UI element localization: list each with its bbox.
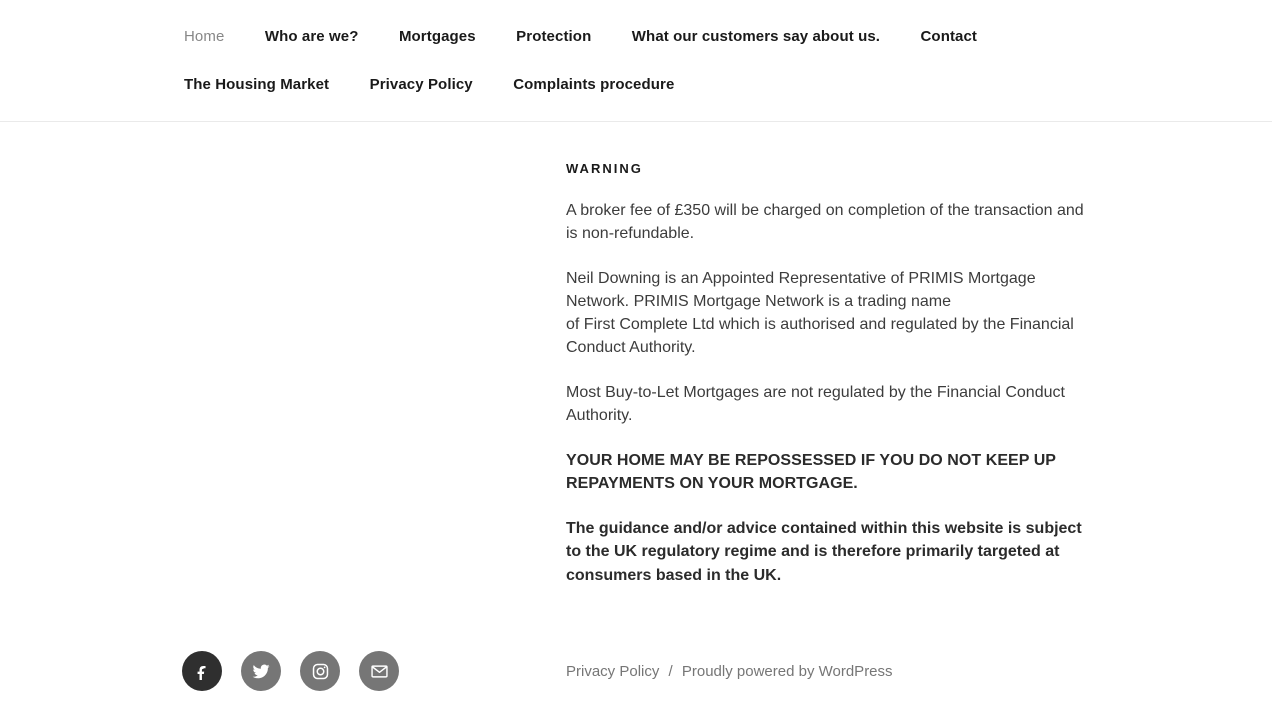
main-content [0,121,1272,631]
nav-link-home[interactable]: Home [184,28,225,45]
site-header [0,0,1272,122]
nav-link-contact[interactable]: Contact [920,28,978,45]
paragraph-line: YOUR HOME MAY BE REPOSSESSED IF YOU DO NOT KEEP UP REPAYMENTS ON YOUR MORTGAGE. [566,451,1056,493]
nav-row-1 [184,18,1232,55]
paragraph-appointed-representative [566,267,1096,359]
nav-item-testimonials[interactable] [632,18,880,55]
nav-item-who-are-we[interactable] [265,18,359,55]
social-item-twitter[interactable] [241,651,281,691]
paragraph-line: The guidance and/or advice contained within this website is subject to the UK regulatory regime and is therefore primarily targeted at consumers based in the UK. [566,519,1082,584]
social-item-facebook[interactable] [182,651,222,691]
nav-link-complaints-procedure[interactable]: Complaints procedure [513,76,675,93]
nav-item-privacy-policy[interactable] [370,66,473,103]
paragraph-line: Most Buy-to-Let Mortgages are not regulated by the Financial Conduct Authority. [566,383,1065,424]
nav-item-housing-market[interactable] [184,66,329,103]
paragraph-broker-fee [566,199,1096,245]
instagram-icon [311,662,330,681]
footer-privacy-policy-link[interactable]: Privacy Policy [566,663,660,680]
social-links-list [182,651,399,691]
nav-item-home[interactable] [184,18,224,55]
nav-link-privacy-policy[interactable]: Privacy Policy [369,76,473,93]
nav-link-testimonials[interactable]: What our customers say about us. [631,28,881,45]
facebook-link[interactable] [182,651,222,691]
paragraph-repossession-warning [566,449,1096,496]
twitter-link[interactable] [241,651,281,691]
site-footer [0,631,1272,720]
paragraph-line: of First Complete Ltd which is authorised and regulated by the Financial Conduct Authority. [566,315,1074,356]
nav-row-2 [184,66,1232,103]
nav-item-complaints-procedure[interactable] [513,66,674,103]
warning-section [566,161,1096,608]
warning-heading: WARNING [566,161,643,176]
twitter-icon [251,661,271,681]
viewport-gutter [1272,0,1280,720]
footer-credit-separator: / [668,663,673,680]
facebook-icon [193,662,211,680]
envelope-icon [370,662,389,681]
paragraph-buy-to-let [566,381,1096,427]
paragraph-line: Neil Downing is an Appointed Representative of PRIMIS Mortgage Network. PRIMIS Mortgage Network is a trading name [566,269,1036,310]
nav-link-mortgages[interactable]: Mortgages [398,28,476,45]
instagram-link[interactable] [300,651,340,691]
email-link[interactable] [359,651,399,691]
primary-navigation [0,18,1272,103]
nav-item-contact[interactable] [921,18,978,55]
social-item-email[interactable] [359,651,399,691]
footer-credit [566,661,893,683]
footer-powered-by-link[interactable]: Proudly powered by WordPress [681,663,893,680]
nav-item-mortgages[interactable] [399,18,476,55]
paragraph-uk-regulatory-regime [566,517,1096,588]
nav-link-housing-market[interactable]: The Housing Market [184,76,330,93]
social-navigation [182,651,399,691]
nav-link-protection[interactable]: Protection [516,28,592,45]
paragraph-line: A broker fee of £350 will be charged on completion of the transaction and is non-refundable. [566,201,1084,242]
nav-item-protection[interactable] [516,18,591,55]
social-item-instagram[interactable] [300,651,340,691]
nav-link-who-are-we[interactable]: Who are we? [264,28,359,45]
